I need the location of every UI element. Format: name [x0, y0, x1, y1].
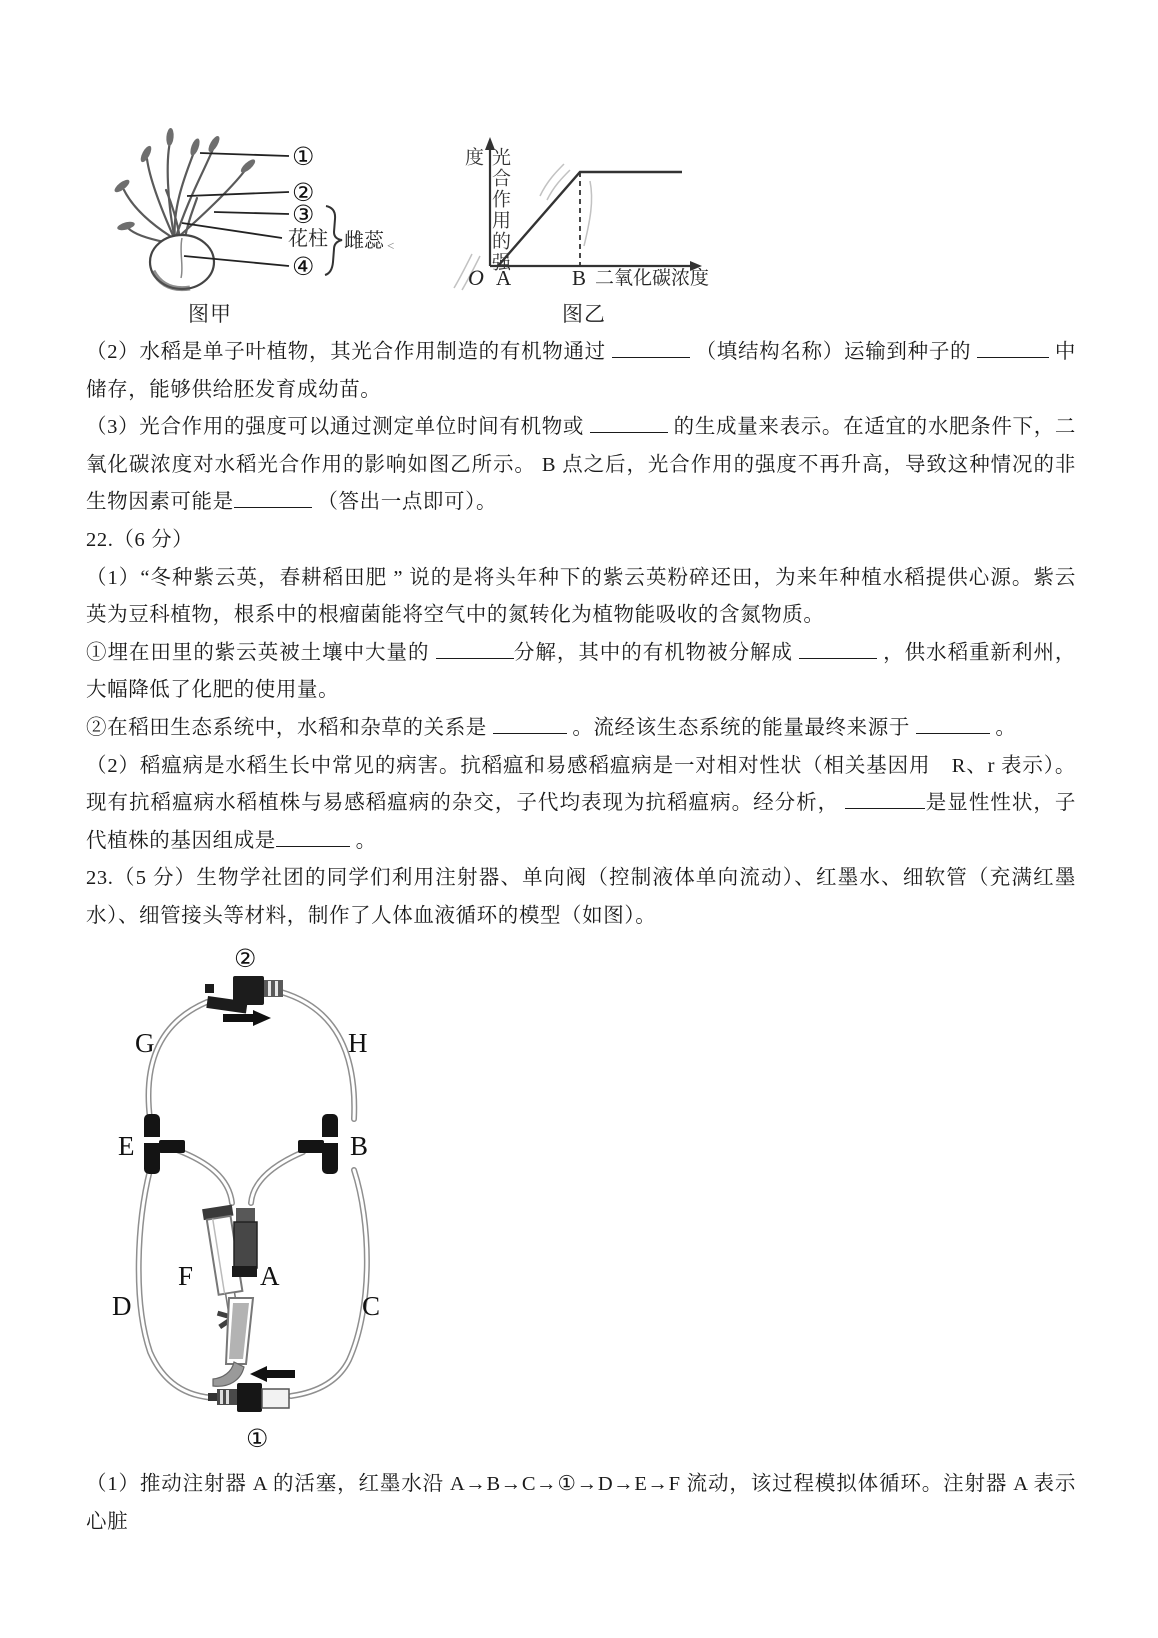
model-label-valve-top: ② — [234, 944, 257, 973]
flower-label-1: ① — [292, 142, 315, 171]
model-label-C: C — [362, 1291, 381, 1321]
answer-blank — [916, 716, 990, 734]
answer-blank — [234, 490, 312, 508]
answer-blank — [493, 716, 567, 734]
circulation-model-svg — [105, 912, 440, 1467]
figure-flower-diagram — [92, 126, 412, 298]
tube-bottom-right — [291, 1170, 367, 1396]
model-label-B: B — [350, 1131, 369, 1161]
model-label-A: A — [260, 1261, 280, 1291]
model-label-E: E — [118, 1131, 135, 1161]
paragraph-q22-header: 22.（6 分） — [86, 528, 194, 551]
tube-e-to-syringe — [177, 1150, 232, 1203]
paragraph-q23-1: （1）推动注射器 A 的活塞，红墨水沿 A→B→C→①→D→E→F 流动，该过程模拟体循环。注射器 A 表示心脏 — [86, 1473, 1076, 1533]
answer-blank — [845, 791, 925, 809]
answer-blank — [977, 340, 1049, 358]
model-label-G: G — [135, 1028, 155, 1058]
graph-point-b: B — [572, 266, 587, 290]
model-label-H: H — [348, 1028, 368, 1058]
graph-origin-label: O — [468, 265, 484, 290]
figure-flower-caption: 图甲 — [188, 302, 232, 326]
answer-blank — [799, 640, 877, 658]
answer-blank — [276, 828, 350, 846]
flower-label-pistil: 雌蕊 — [344, 230, 384, 252]
one-way-valve-top — [205, 976, 283, 1013]
answer-blank — [590, 415, 668, 433]
one-way-valve-bottom — [208, 1383, 289, 1412]
tube-top-left — [148, 1002, 207, 1119]
q23-part1-block — [86, 1466, 1076, 1541]
paragraph-q22-2: （2）稻瘟病是水稻生长中常见的病害。抗稻瘟和易感稻瘟病是一对相对性状（相关基因用 R、r 表示）。现有抗稻瘟病水稻植株与易感稻瘟病的杂交，子代均表现为抗稻瘟病。经分析， 是显性性状，子代植株的基因组成是 。 — [86, 754, 1076, 852]
answer-blank — [612, 340, 690, 358]
paragraph-q22-1-sub1: ①埋在田里的紫云英被土壤中大量的 分解，其中的有机物被分解成 ，供水稻重新利州，大幅降低了化肥的使用量。 — [86, 641, 1077, 702]
flower-diagram-svg — [92, 126, 412, 298]
flow-arrow-top — [223, 1010, 271, 1026]
flower-label-4: ④ — [292, 252, 315, 281]
paragraph-q22-1-sub2: ②在稻田生态系统中，水稻和杂草的关系是 。流经该生态系统的能量最终来源于 。 — [86, 716, 1017, 739]
question-text-block — [86, 334, 1076, 936]
paragraph-q22-1-intro: （1）“冬种紫云英，春耕稻田肥 ” 说的是将头年种下的紫云英粉碎还田，为来年种植水稻提供心源。紫云英为豆科植物，根系中的根瘤菌能将空气中的氮转化为植物能吸收的含氮物质。 — [86, 566, 1076, 627]
flower-label-2: ② — [292, 178, 315, 207]
flower-label-style: 花柱 — [288, 228, 328, 250]
graph-x-axis-label: 二氧化碳浓度 — [595, 268, 710, 289]
flower-label-3: ③ — [292, 200, 315, 229]
stray-tick-mark: < — [387, 238, 395, 253]
graph-point-a: A — [496, 266, 512, 290]
tube-b-to-syringe — [251, 1152, 303, 1203]
answer-blank — [436, 640, 514, 658]
paragraph-q21-2: （2）水稻是单子叶植物，其光合作用制造的有机物通过 （填结构名称）运输到种子的 中储存，能够供给胚发育成幼苗。 — [86, 341, 1077, 401]
flow-arrow-bottom — [250, 1366, 295, 1382]
paragraph-q21-3: （3）光合作用的强度可以通过测定单位时间有机物或 的生成量来表示。在适宜的水肥条件下，二氧化碳浓度对水稻光合作用的影响如图乙所示。 B 点之后，光合作用的强度不再升高，导致这种情况的非生物因素可能是 （答出一点即可）。 — [86, 416, 1077, 514]
junction-valve-B — [298, 1114, 338, 1174]
model-label-D: D — [112, 1291, 132, 1321]
figure-graph-caption: 图乙 — [562, 302, 606, 326]
model-label-F: F — [178, 1261, 194, 1291]
model-label-valve-bottom: ① — [246, 1424, 269, 1453]
figure-circulation-model — [105, 912, 440, 1467]
ovary-inner-line — [181, 238, 182, 278]
tube-top-right — [281, 992, 354, 1119]
graph-y-axis-label: 光合作用的强度 — [462, 147, 510, 273]
junction-valve-E — [144, 1114, 185, 1174]
paragraph-q23-intro: 23.（5 分）生物学社团的同学们利用注射器、单向阀（控制液体单向流动）、红墨水、细软管（充满红墨水）、细管接头等材料，制作了人体血液循环的模型（如图）。 — [86, 867, 1076, 927]
